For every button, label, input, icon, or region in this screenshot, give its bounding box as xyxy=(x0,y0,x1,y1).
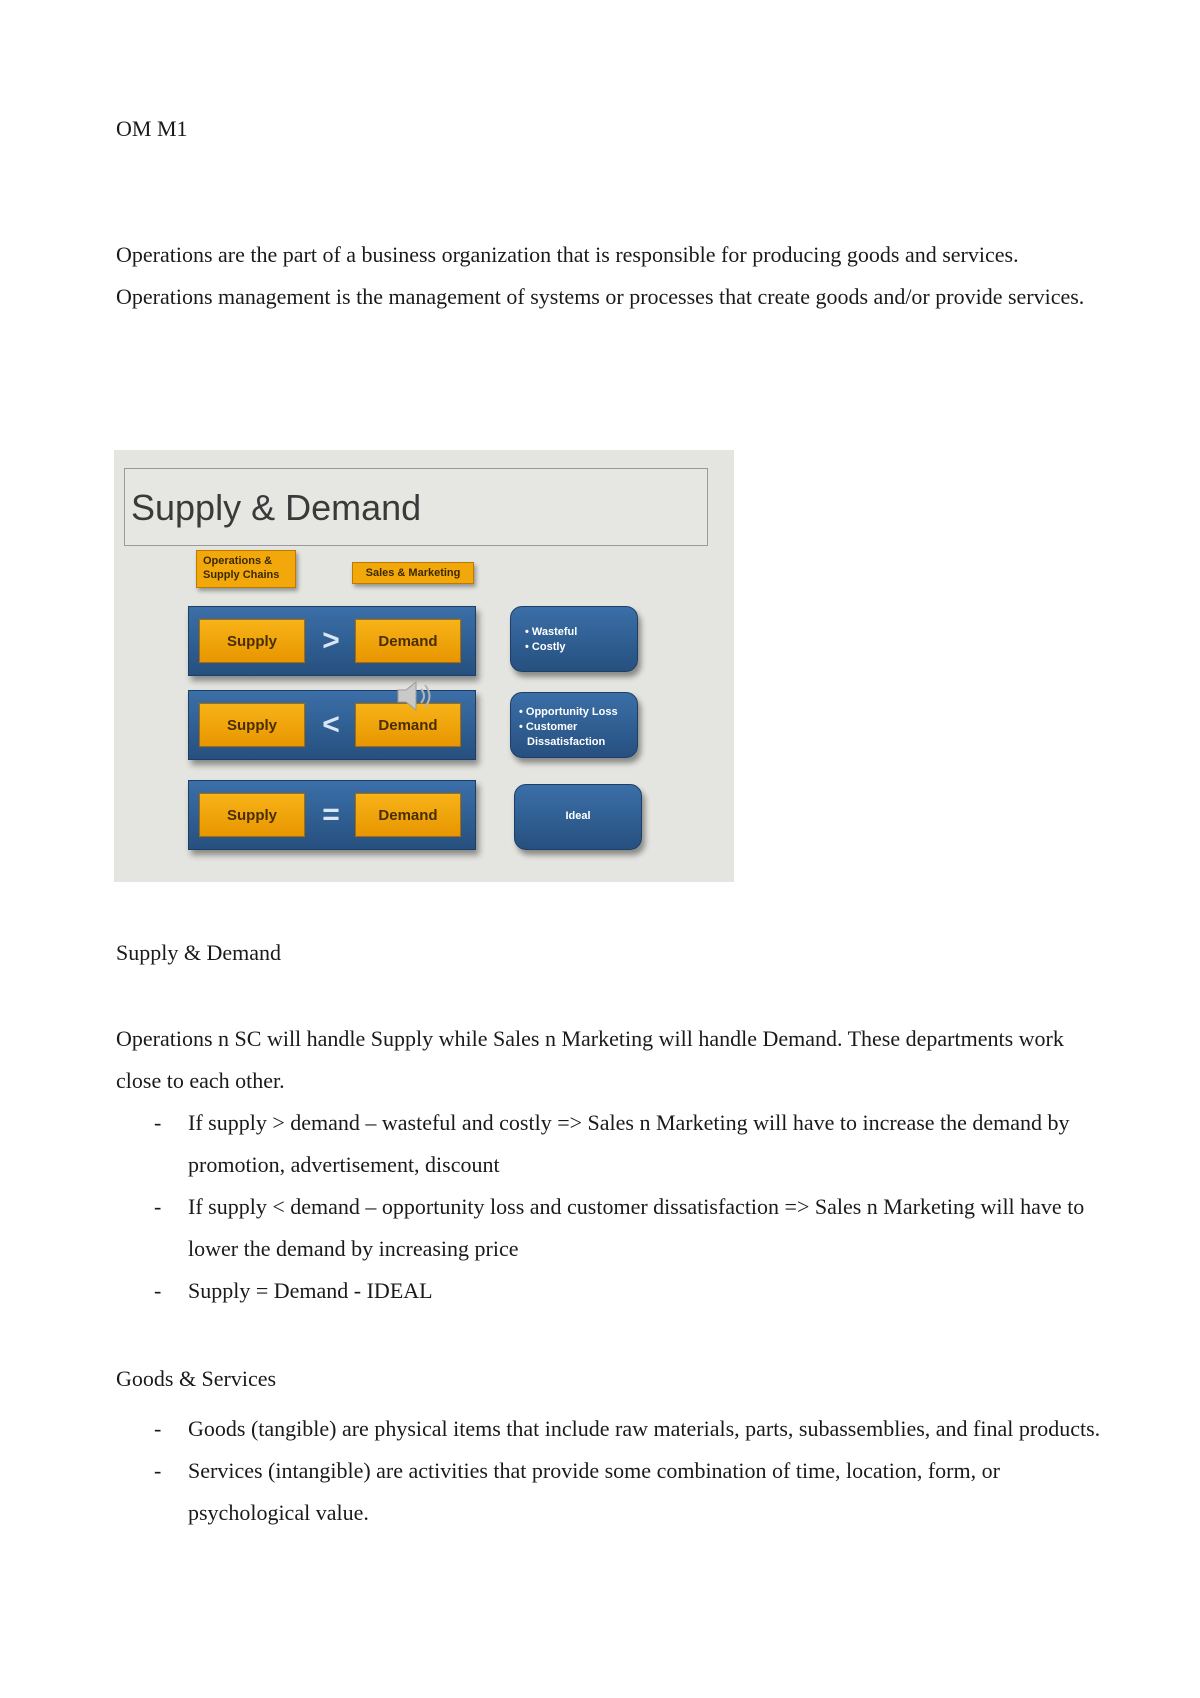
supply-cell: Supply xyxy=(199,793,305,837)
intro-sentence-operations: Operations are the part of a business organization that is responsible for producing goods and services. xyxy=(116,242,1019,267)
demand-cell: Demand xyxy=(355,793,461,837)
dash-bullet: - xyxy=(154,1416,162,1441)
list-item-text: Supply = Demand - IDEAL xyxy=(188,1278,433,1303)
document-title: OM M1 xyxy=(116,116,188,141)
speaker-icon xyxy=(394,676,438,716)
dash-bullet: - xyxy=(154,1458,162,1483)
supply-cell: Supply xyxy=(199,703,305,747)
tag-ops-line2: Supply Chains xyxy=(203,569,280,581)
goods-services-heading: Goods & Services xyxy=(116,1366,277,1391)
list-item xyxy=(116,1102,1106,1186)
greater-than-operator: > xyxy=(322,624,340,657)
list-item-text: If supply > demand – wasteful and costly => Sales n Marketing will have to increase the demand by promotion, advertisement, discount xyxy=(188,1110,1070,1177)
supply-demand-list xyxy=(116,1102,1106,1312)
result-line: Dissatisfaction xyxy=(527,736,606,748)
result-line: • Customer xyxy=(519,721,578,733)
intro-paragraph xyxy=(116,234,1096,318)
list-item xyxy=(116,1450,1106,1534)
dash-bullet: - xyxy=(154,1194,162,1219)
tag-ops-line1: Operations & xyxy=(203,555,273,567)
list-item-text: Services (intangible) are activities that provide some combination of time, location, form, or psychological value. xyxy=(188,1458,1000,1525)
demand-cell: Demand xyxy=(355,619,461,663)
supply-greater-row xyxy=(188,606,476,676)
list-item xyxy=(116,1186,1106,1270)
supply-cell: Supply xyxy=(199,619,305,663)
list-item-text: If supply < demand – opportunity loss and customer dissatisfaction => Sales n Marketing will have to lower the demand by increasing price xyxy=(188,1194,1085,1261)
wasteful-costly-box xyxy=(510,606,638,672)
result-line: • Opportunity Loss xyxy=(519,706,618,718)
result-line: • Costly xyxy=(525,641,566,653)
opportunity-loss-box xyxy=(510,692,638,758)
operations-supply-chains-tag xyxy=(196,550,296,588)
list-item xyxy=(116,1408,1106,1450)
list-item xyxy=(116,1270,1106,1312)
slide-title-box xyxy=(124,468,708,546)
dash-bullet: - xyxy=(154,1278,162,1303)
goods-services-list xyxy=(116,1408,1106,1534)
supply-equal-row xyxy=(188,780,476,850)
result-line: • Wasteful xyxy=(525,626,578,638)
equals-operator: = xyxy=(322,798,340,831)
demand-cell: Demand xyxy=(355,703,461,747)
less-than-operator: < xyxy=(322,708,340,741)
list-item-text: Goods (tangible) are physical items that include raw materials, parts, subassemblies, and final products. xyxy=(188,1416,1101,1441)
sales-marketing-tag: Sales & Marketing xyxy=(352,562,474,584)
supply-demand-heading: Supply & Demand xyxy=(116,940,281,965)
dash-bullet: - xyxy=(154,1110,162,1135)
slide-title: Supply & Demand xyxy=(131,487,422,528)
supply-demand-paragraph: Operations n SC will handle Supply while Sales n Marketing will handle Demand. These departments work close to each other. xyxy=(116,1026,1064,1093)
intro-sentence-operations-management: Operations management is the management of systems or processes that create goods and/or provide services. xyxy=(116,284,1085,309)
ideal-box: Ideal xyxy=(514,784,642,850)
supply-demand-slide-image xyxy=(114,450,734,882)
